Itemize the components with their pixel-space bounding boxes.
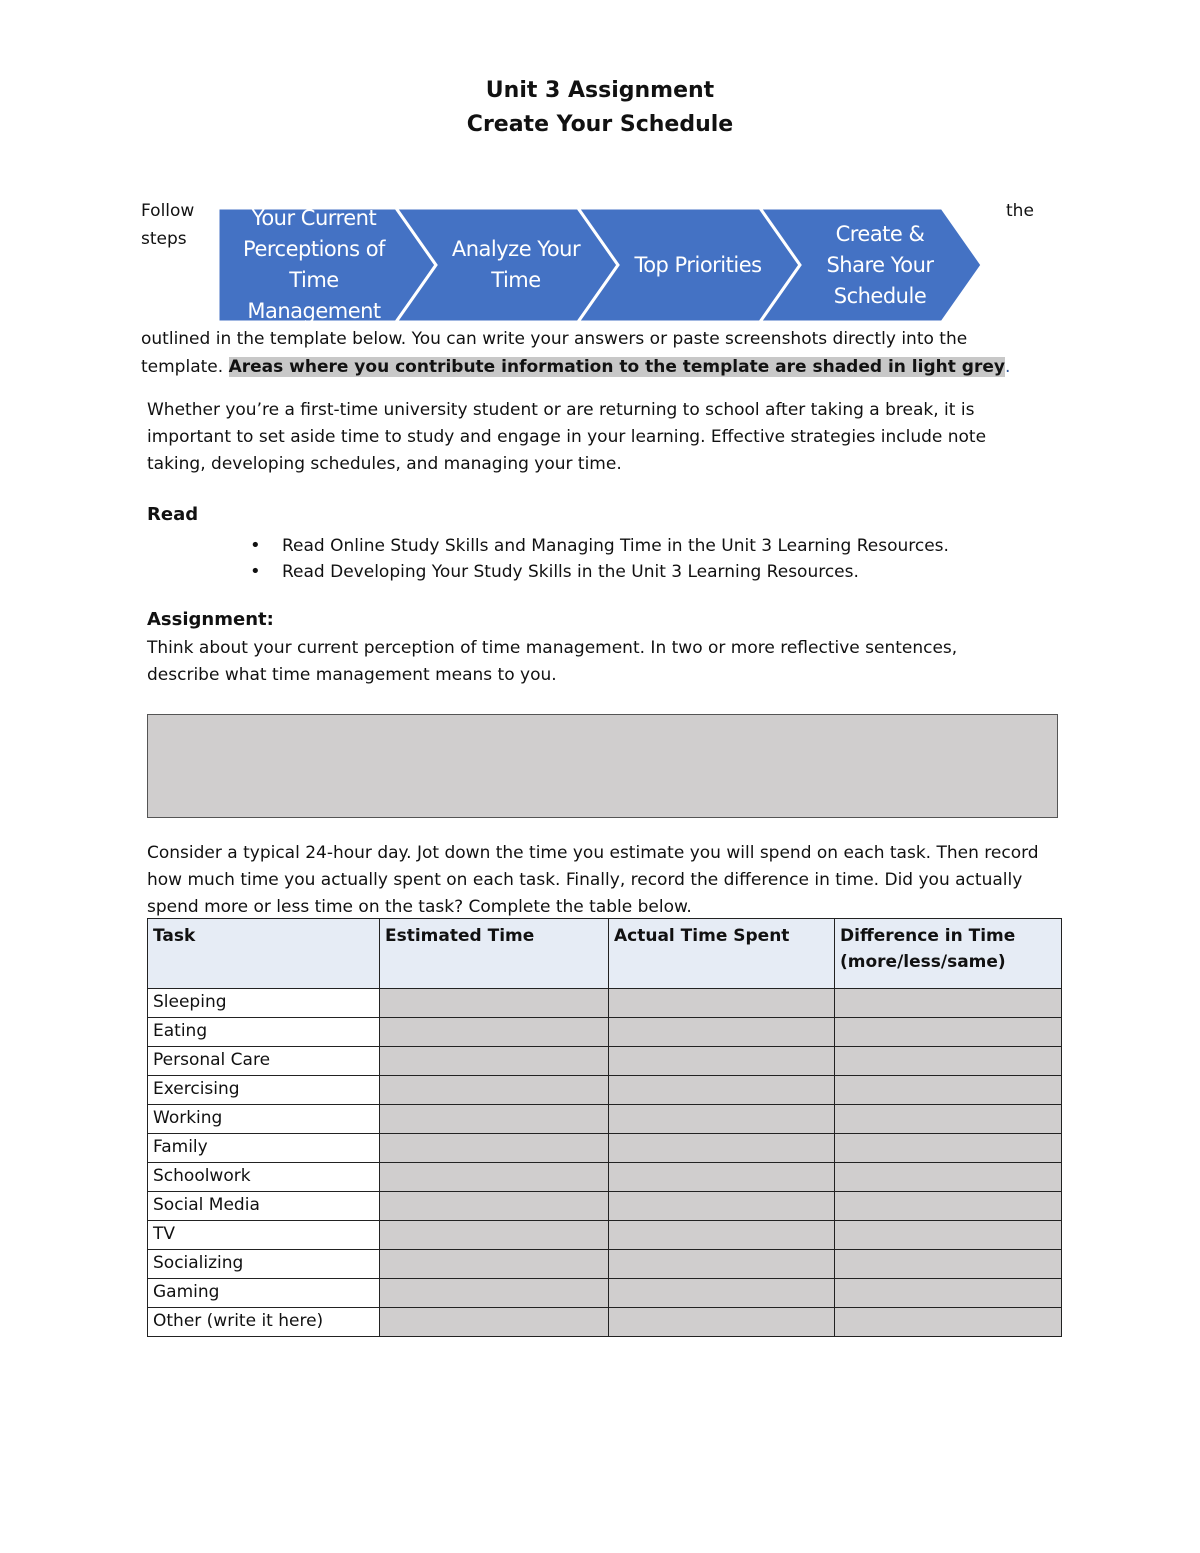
difference-cell[interactable] (835, 1192, 1062, 1221)
difference-cell[interactable] (835, 1221, 1062, 1250)
actual-time-cell[interactable] (609, 1308, 835, 1337)
intro-line-2-prefix: template. (141, 357, 229, 377)
task-name-cell: Family (148, 1134, 380, 1163)
table-header-row (148, 919, 1062, 989)
time-management-answer-box[interactable] (147, 714, 1058, 818)
read-list-item: • Read Developing Your Study Skills in the Unit 3 Learning Resources. (250, 559, 949, 585)
task-name-cell: Gaming (148, 1279, 380, 1308)
table-row (148, 1105, 1062, 1134)
actual-time-cell[interactable] (609, 1221, 835, 1250)
estimated-time-cell[interactable] (380, 1308, 609, 1337)
follow-steps-text (141, 197, 194, 253)
process-diagram (218, 208, 984, 322)
header-difference: Difference in Time (more/less/same) (835, 919, 1062, 989)
task-name-cell: Socializing (148, 1250, 380, 1279)
difference-cell[interactable] (835, 1047, 1062, 1076)
steps-word: steps (141, 229, 187, 249)
table-row (148, 1279, 1062, 1308)
difference-cell[interactable] (835, 1134, 1062, 1163)
actual-time-cell[interactable] (609, 1279, 835, 1308)
estimated-time-cell[interactable] (380, 1047, 609, 1076)
difference-cell[interactable] (835, 1163, 1062, 1192)
actual-time-cell[interactable] (609, 1134, 835, 1163)
difference-cell[interactable] (835, 989, 1062, 1018)
read-list (250, 533, 949, 585)
read-list-item: • Read Online Study Skills and Managing Time in the Unit 3 Learning Resources. (250, 533, 949, 559)
process-step-label: Create & Share Your Schedule (826, 221, 934, 308)
table-row (148, 1221, 1062, 1250)
estimated-time-cell[interactable] (380, 1250, 609, 1279)
difference-cell[interactable] (835, 1018, 1062, 1047)
header-estimated-time: Estimated Time (380, 919, 609, 989)
table-row (148, 1076, 1062, 1105)
process-step-label: Top Priorities (634, 252, 762, 277)
intro-line-1: outlined in the template below. You can write your answers or paste screenshots directly into the (141, 329, 968, 349)
estimated-time-cell[interactable] (380, 1076, 609, 1105)
estimated-time-cell[interactable] (380, 1192, 609, 1221)
estimated-time-cell[interactable] (380, 1105, 609, 1134)
document-subtitle: Create Your Schedule (466, 112, 734, 137)
difference-cell[interactable] (835, 1250, 1062, 1279)
task-name-cell: Other (write it here) (148, 1308, 380, 1337)
task-name-cell: Schoolwork (148, 1163, 380, 1192)
actual-time-cell[interactable] (609, 1192, 835, 1221)
actual-time-cell[interactable] (609, 1250, 835, 1279)
task-name-cell: Social Media (148, 1192, 380, 1221)
task-name-cell: Eating (148, 1018, 380, 1047)
document-title: Unit 3 Assignment (485, 78, 715, 103)
difference-cell[interactable] (835, 1076, 1062, 1105)
process-step-label: Your Current Perceptions of Time Management (243, 206, 385, 323)
estimated-time-cell[interactable] (380, 989, 609, 1018)
follow-word: Follow (141, 201, 195, 221)
task-name-cell: Sleeping (148, 989, 380, 1018)
table-row (148, 1018, 1062, 1047)
assignment-heading: Assignment: (147, 609, 274, 630)
table-row (148, 1163, 1062, 1192)
table-row (148, 1134, 1062, 1163)
actual-time-cell[interactable] (609, 1163, 835, 1192)
estimated-time-cell[interactable] (380, 1279, 609, 1308)
table-instructions: Consider a typical 24-hour day. Jot down the time you estimate you will spend on each task. Then record how much time you actually spent on each task. Finally, record the difference in time. Did you actually spend more or less time on the task? Complete the table below. (147, 843, 1039, 917)
table-row (148, 1308, 1062, 1337)
header-task: Task (148, 919, 380, 989)
task-name-cell: Personal Care (148, 1047, 380, 1076)
difference-cell[interactable] (835, 1279, 1062, 1308)
task-name-cell: Working (148, 1105, 380, 1134)
actual-time-cell[interactable] (609, 1105, 835, 1134)
actual-time-cell[interactable] (609, 1047, 835, 1076)
task-name-cell: TV (148, 1221, 380, 1250)
grey-shade-note: Areas where you contribute information to the template are shaded in light grey (228, 357, 1005, 377)
estimated-time-cell[interactable] (380, 1018, 609, 1047)
header-actual-time: Actual Time Spent (609, 919, 835, 989)
table-row (148, 989, 1062, 1018)
intro-line-2 (141, 353, 1041, 381)
title-block (0, 74, 1200, 142)
estimated-time-cell[interactable] (380, 1163, 609, 1192)
difference-cell[interactable] (835, 1105, 1062, 1134)
period: . (1004, 357, 1011, 377)
the-word: the (1006, 201, 1034, 221)
overview-paragraph: Whether you’re a first-time university student or are returning to school after taking a break, it is important to set aside time to study and engage in your learning. Effective strategies include note taking, developing schedules, and managing your time. (147, 400, 987, 474)
estimated-time-cell[interactable] (380, 1134, 609, 1163)
estimated-time-cell[interactable] (380, 1221, 609, 1250)
table-row (148, 1250, 1062, 1279)
process-step-label: Analyze Your Time (451, 237, 581, 292)
time-tracking-table (147, 918, 1062, 1337)
actual-time-cell[interactable] (609, 1018, 835, 1047)
actual-time-cell[interactable] (609, 989, 835, 1018)
table-row (148, 1047, 1062, 1076)
difference-cell[interactable] (835, 1308, 1062, 1337)
task-name-cell: Exercising (148, 1076, 380, 1105)
intro-paragraph (141, 325, 1041, 381)
read-heading: Read (147, 504, 199, 525)
actual-time-cell[interactable] (609, 1076, 835, 1105)
assignment-prompt: Think about your current perception of time management. In two or more reflective sentences, describe what time management means to you. (147, 638, 958, 685)
table-row (148, 1192, 1062, 1221)
